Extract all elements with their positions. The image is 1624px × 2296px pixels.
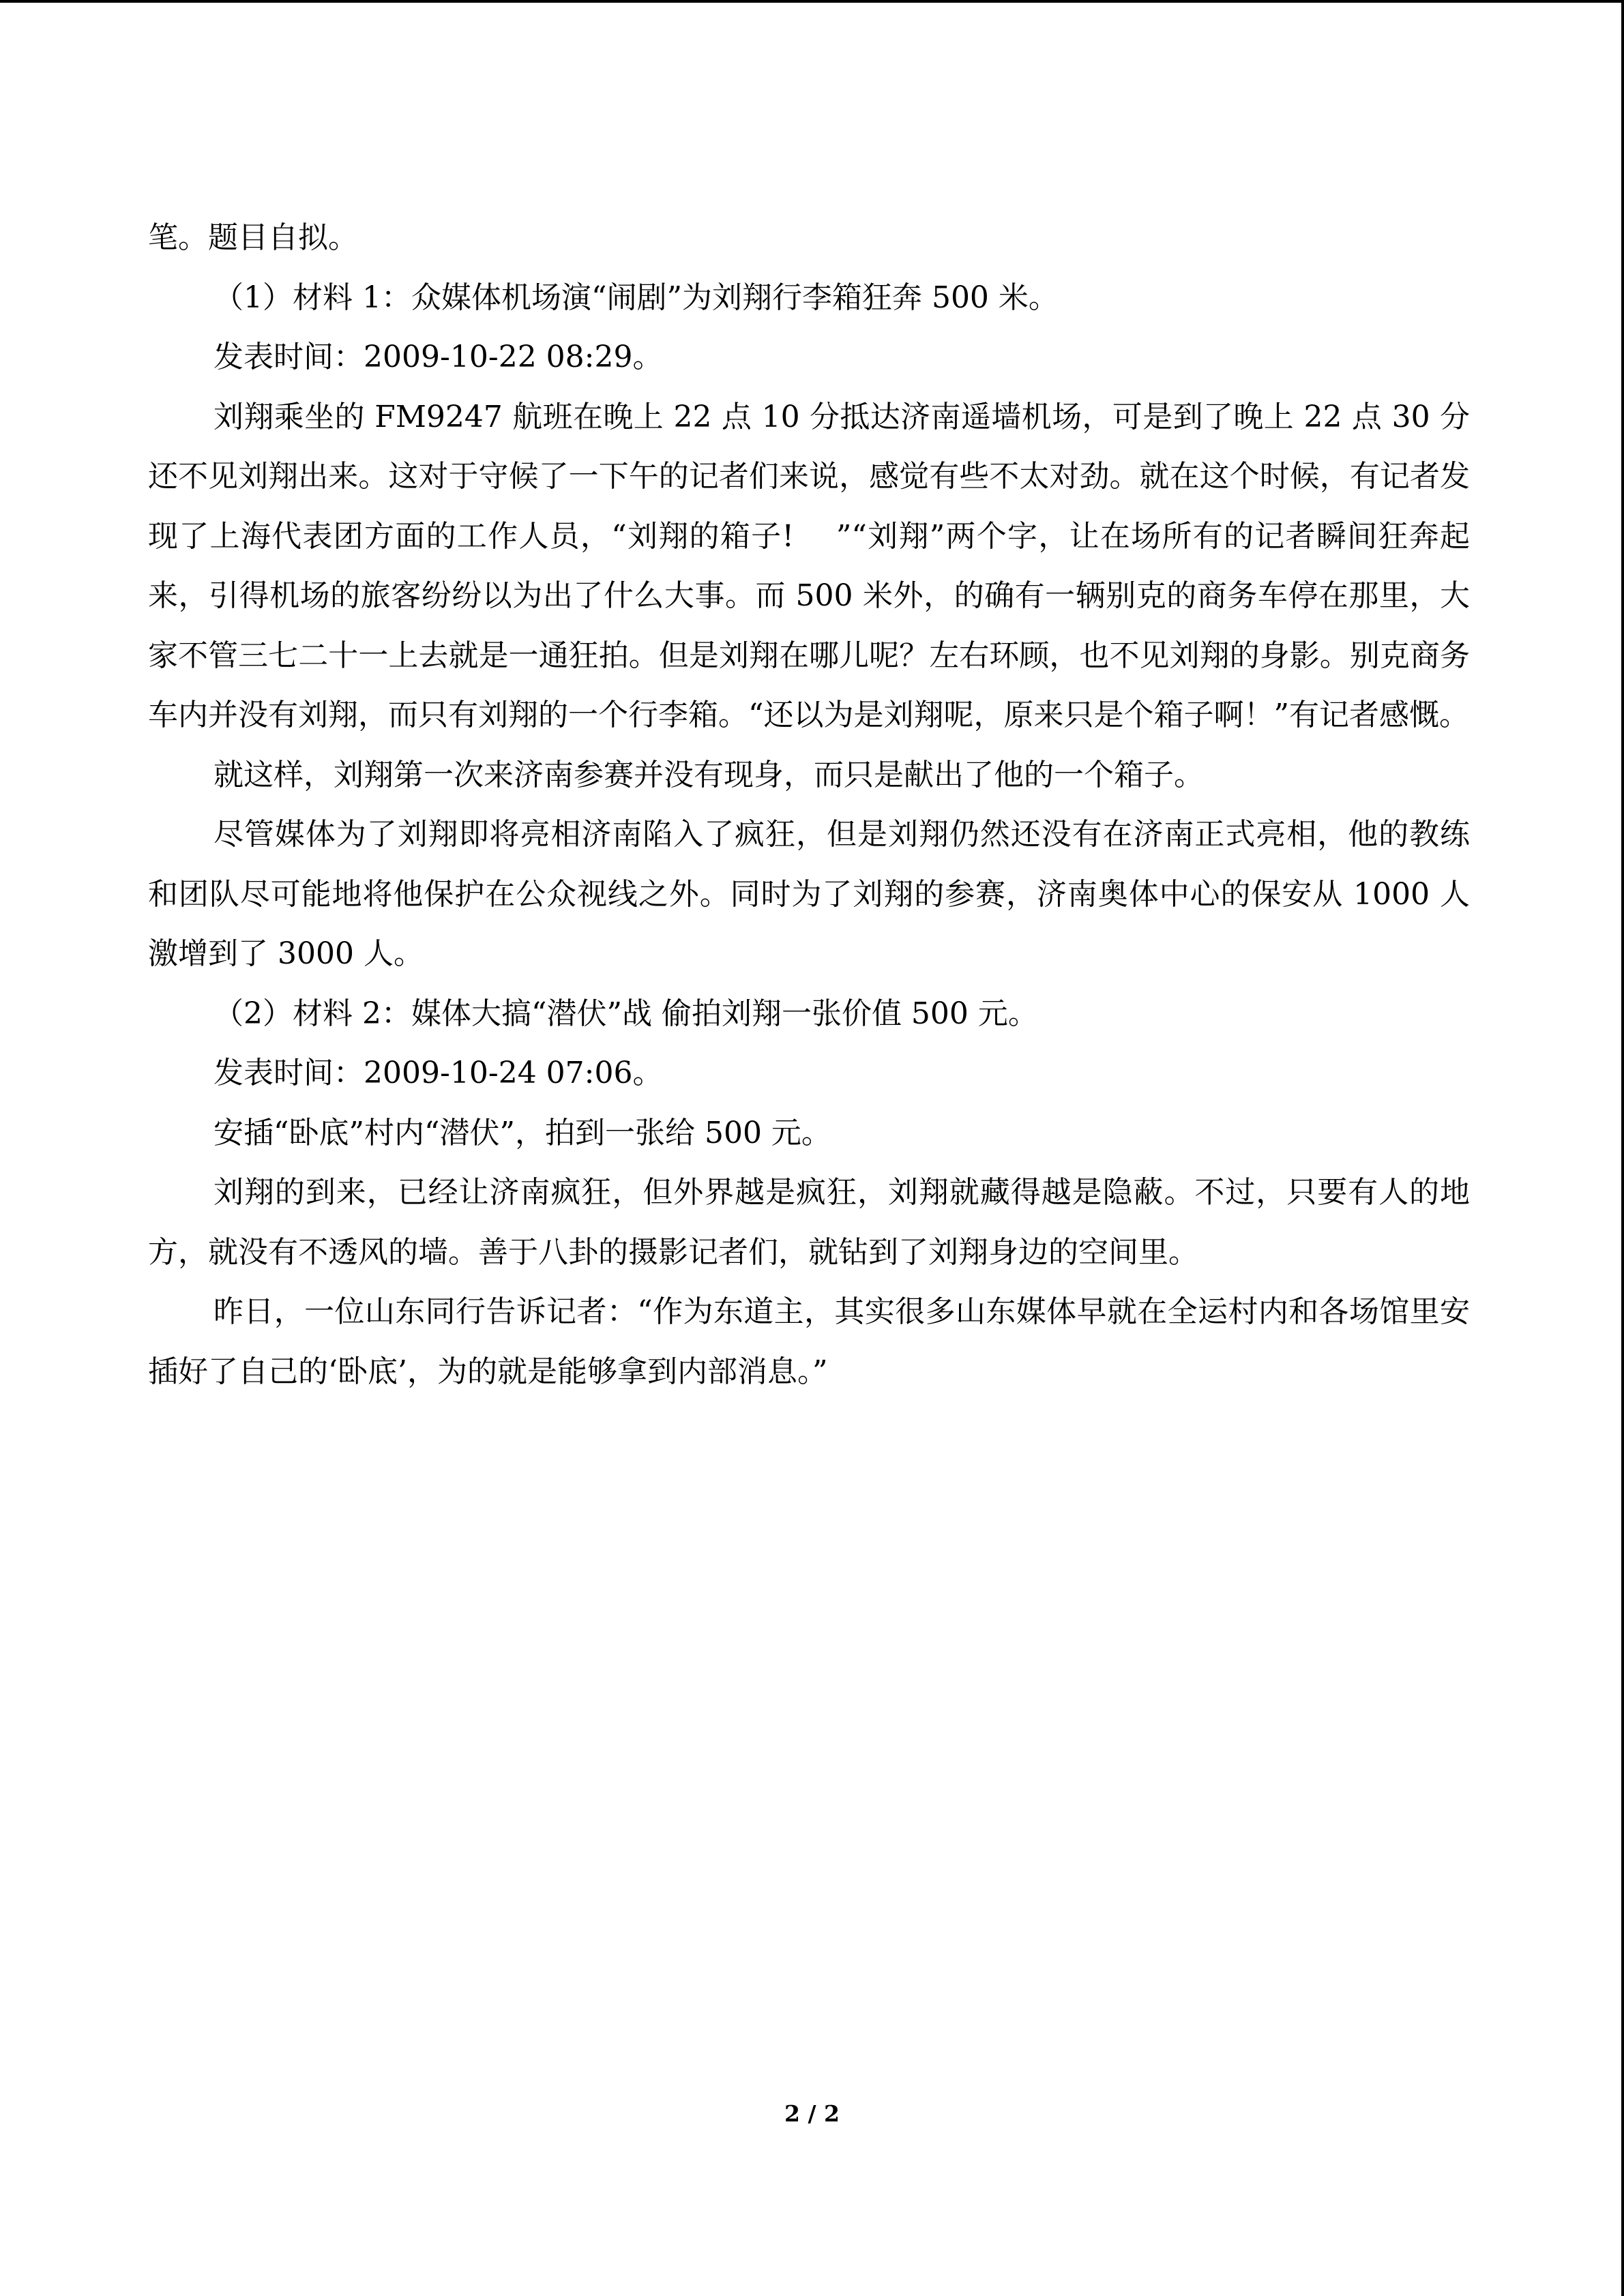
paragraph-hidden-arrival: 刘翔的到来，已经让济南疯狂，但外界越是疯狂，刘翔就藏得越是隐蔽。不过，只要有人的地方，就没有不透风的墙。善于八卦的摄影记者们，就钻到了刘翔身边的空间里。 [148,1175,1470,1270]
page-number: 2 / 2 [784,2100,840,2127]
page-right-border [1621,0,1624,2296]
paragraph-shandong-colleague: 昨日，一位山东同行告诉记者：“作为东道主，其实很多山东媒体早就在全运村内和各场馆里安插好了自己的‘卧底’，为的就是能够拿到内部消息。” [148,1294,1470,1389]
paragraph-airport-story: 刘翔乘坐的 FM9247 航班在晚上 22 点 10 分抵达济南遥墙机场，可是到了晚上 22 点 30 分还不见刘翔出来。这对于守候了一下午的记者们来说，感觉有些不太对劲。就在这个时候，有记者发现了上海代表团方面的工作人员，“刘翔的箱子! ”“刘翔”两个字，让在场所有的记者瞬间狂奔起来，引得机场的旅客纷纷以为出了什么大事。而 500 米外，的确有一辆别克的商务车停在那里，大家不管三七二十一上去就是一通狂拍。但是刘翔在哪儿呢？左右环顾，也不见刘翔的身影。别克商务车内并没有刘翔，而只有刘翔的一个行李箱。“还以为是刘翔呢，原来只是个箱子啊！”有记者感慨。 [148,399,1470,732]
paragraph-undercover-payment: 安插“卧底”村内“潜伏”，拍到一张给 500 元。 [213,1115,831,1150]
paragraph-box-only: 就这样，刘翔第一次来济南参赛并没有现身，而只是献出了他的一个箱子。 [213,757,1204,792]
paragraph-material-1-heading: （1）材料 1：众媒体机场演“闹剧”为刘翔行李箱狂奔 500 米。 [213,280,1059,315]
document-body [148,208,1470,1401]
paragraph-material-2-heading: （2）材料 2：媒体大搞“潜伏”战 偷拍刘翔一张价值 500 元。 [213,996,1038,1031]
page-top-border [0,0,1624,3]
paragraph-publish-time-1: 发表时间：2009-10-22 08:29。 [213,340,663,374]
paragraph-security-increase: 尽管媒体为了刘翔即将亮相济南陷入了疯狂，但是刘翔仍然还没有在济南正式亮相，他的教练和团队尽可能地将他保护在公众视线之外。同时为了刘翔的参赛，济南奥体中心的保安从 1000 人激增到了 3000 人。 [148,817,1470,971]
paragraph-publish-time-2: 发表时间：2009-10-24 07:06。 [213,1056,663,1090]
paragraph-continuation: 笔。题目自拟。 [148,220,358,255]
